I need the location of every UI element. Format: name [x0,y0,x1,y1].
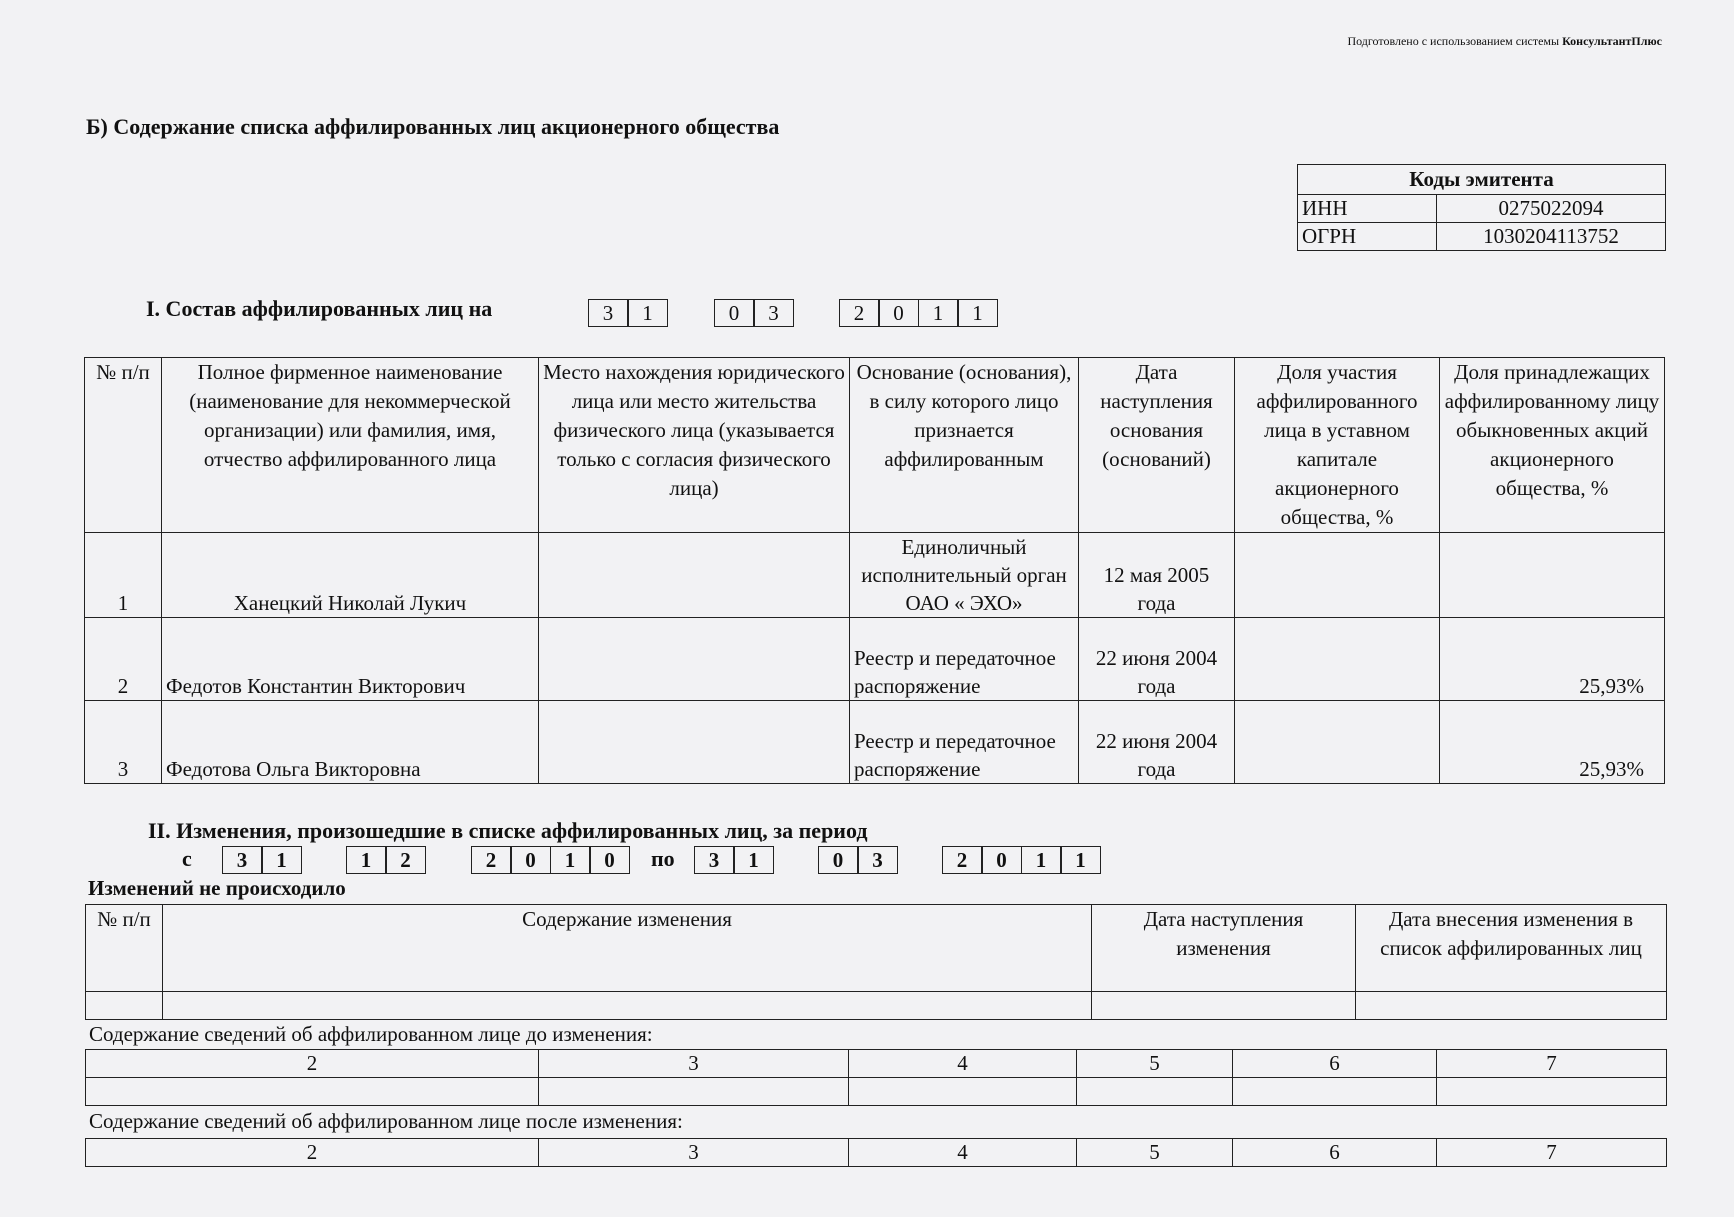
digit-box: 1 [550,846,591,874]
row-number: 1 [85,533,162,618]
digit-box: 0 [878,299,919,327]
col-header-change-date: Дата наступления изменения [1092,905,1356,992]
digit-box: 3 [753,299,794,327]
col-header-location: Место нахождения юридического лица или место жительства физического лица (указывается только с согласия физического лица) [539,358,850,533]
issuer-codes-table [1297,164,1666,251]
digit-box: 0 [510,846,551,874]
row-number: 3 [85,701,162,784]
col-number: 7 [1437,1139,1667,1167]
prepared-note [1347,34,1662,49]
empty-cell [1356,992,1667,1020]
no-changes-note: Изменений не происходило [88,876,346,900]
col-number: 6 [1233,1139,1437,1167]
digit-box: 1 [918,299,959,327]
digit-box: 2 [942,846,983,874]
digit-box: 0 [981,846,1022,874]
row-date: 22 июня 2004 года [1079,701,1235,784]
inn-value: 0275022094 [1437,195,1666,223]
digit-box: 0 [714,299,755,327]
section1-year-boxes [840,299,998,327]
prepared-prefix: Подготовлено с использованием системы [1347,34,1560,48]
digit-box: 2 [839,299,880,327]
empty-cell [1233,1078,1437,1106]
section1-day-boxes [589,299,668,327]
digit-box: 3 [694,846,735,874]
row-name: Ханецкий Николай Лукич [162,533,539,618]
row-share-capital [1235,701,1440,784]
changes-table [85,904,1667,1020]
digit-box: 1 [733,846,774,874]
inn-label: ИНН [1298,195,1437,223]
row-number: 2 [85,618,162,701]
col-number: 3 [539,1139,849,1167]
col-header-entry-date: Дата внесения изменения в список аффилированных лиц [1356,905,1667,992]
digit-box: 3 [222,846,263,874]
empty-cell [163,992,1092,1020]
digit-box: 1 [627,299,668,327]
row-share-capital [1235,533,1440,618]
table-row [85,618,1665,701]
col-number: 4 [849,1050,1077,1078]
digit-box: 1 [1021,846,1062,874]
period-from-label: с [182,846,192,871]
col-number: 3 [539,1050,849,1078]
col-number: 4 [849,1139,1077,1167]
after-change-table [85,1138,1667,1167]
digit-box: 1 [1060,846,1101,874]
to-month-boxes [819,846,898,874]
column-number-row [86,1139,1667,1167]
digit-box: 0 [589,846,630,874]
table-row [85,701,1665,784]
digit-box: 2 [471,846,512,874]
period-to-label: по [651,846,675,871]
row-date: 12 мая 2005 года [1079,533,1235,618]
ogrn-value: 1030204113752 [1437,223,1666,251]
digit-box: 1 [957,299,998,327]
section1-month-boxes [715,299,794,327]
col-header-name: Полное фирменное наименование (наименование для некоммерческой организации) или фамилия, имя, отчество аффилированного лица [162,358,539,533]
col-number: 6 [1233,1050,1437,1078]
table-header-row [86,905,1667,992]
row-name: Федотова Ольга Викторовна [162,701,539,784]
empty-cell [1077,1078,1233,1106]
table-row [85,533,1665,618]
section1-heading: I. Состав аффилированных лиц на [146,296,493,321]
digit-box: 1 [346,846,387,874]
row-share-stock [1440,533,1665,618]
row-basis: Реестр и передаточное распоряжение [850,701,1079,784]
page-title: Б) Содержание списка аффилированных лиц акционерного общества [86,114,780,139]
col-header-number: № п/п [85,358,162,533]
row-basis: Реестр и передаточное распоряжение [850,618,1079,701]
table-header-row [85,358,1665,533]
table-row [86,992,1667,1020]
row-date: 22 июня 2004 года [1079,618,1235,701]
empty-cell [1437,1078,1667,1106]
empty-cell [539,1078,849,1106]
col-number: 5 [1077,1139,1233,1167]
col-header-date: Дата наступления основания (оснований) [1079,358,1235,533]
row-share-stock: 25,93% [1440,701,1665,784]
col-header-share-capital: Доля участия аффилированного лица в уставном капитале акционерного общества, % [1235,358,1440,533]
row-name: Федотов Константин Викторович [162,618,539,701]
empty-cell [849,1078,1077,1106]
before-change-table [85,1049,1667,1106]
col-header-change: Содержание изменения [163,905,1092,992]
row-share-capital [1235,618,1440,701]
digit-box: 0 [818,846,859,874]
col-number: 7 [1437,1050,1667,1078]
row-share-stock: 25,93% [1440,618,1665,701]
col-header-basis: Основание (основания), в силу которого лицо признается аффилированным [850,358,1079,533]
issuer-codes-title: Коды эмитента [1298,165,1666,195]
column-number-row [86,1050,1667,1078]
digit-box: 2 [385,846,426,874]
row-location [539,618,850,701]
col-header-share-stock: Доля принадлежащих аффилированному лицу обыкновенных акций акционерного общества, % [1440,358,1665,533]
digit-box: 3 [857,846,898,874]
to-year-boxes [943,846,1101,874]
from-month-boxes [347,846,426,874]
section2-heading: II. Изменения, произошедшие в списке аффилированных лиц, за период [148,818,868,843]
before-change-label: Содержание сведений об аффилированном лице до изменения: [89,1022,653,1046]
table-row [86,1078,1667,1106]
from-year-boxes [472,846,630,874]
row-basis: Единоличный исполнительный орган ОАО « ЭХО» [850,533,1079,618]
affiliates-table [84,357,1665,784]
col-number: 5 [1077,1050,1233,1078]
empty-cell [1092,992,1356,1020]
empty-cell [86,1078,539,1106]
ogrn-label: ОГРН [1298,223,1437,251]
from-day-boxes [223,846,302,874]
row-location [539,533,850,618]
empty-cell [86,992,163,1020]
digit-box: 1 [261,846,302,874]
digit-box: 3 [588,299,629,327]
to-day-boxes [695,846,774,874]
brand-name: КонсультантПлюс [1562,34,1662,48]
col-number: 2 [86,1050,539,1078]
after-change-label: Содержание сведений об аффилированном лице после изменения: [89,1109,683,1133]
row-location [539,701,850,784]
col-header-number: № п/п [86,905,163,992]
col-number: 2 [86,1139,539,1167]
